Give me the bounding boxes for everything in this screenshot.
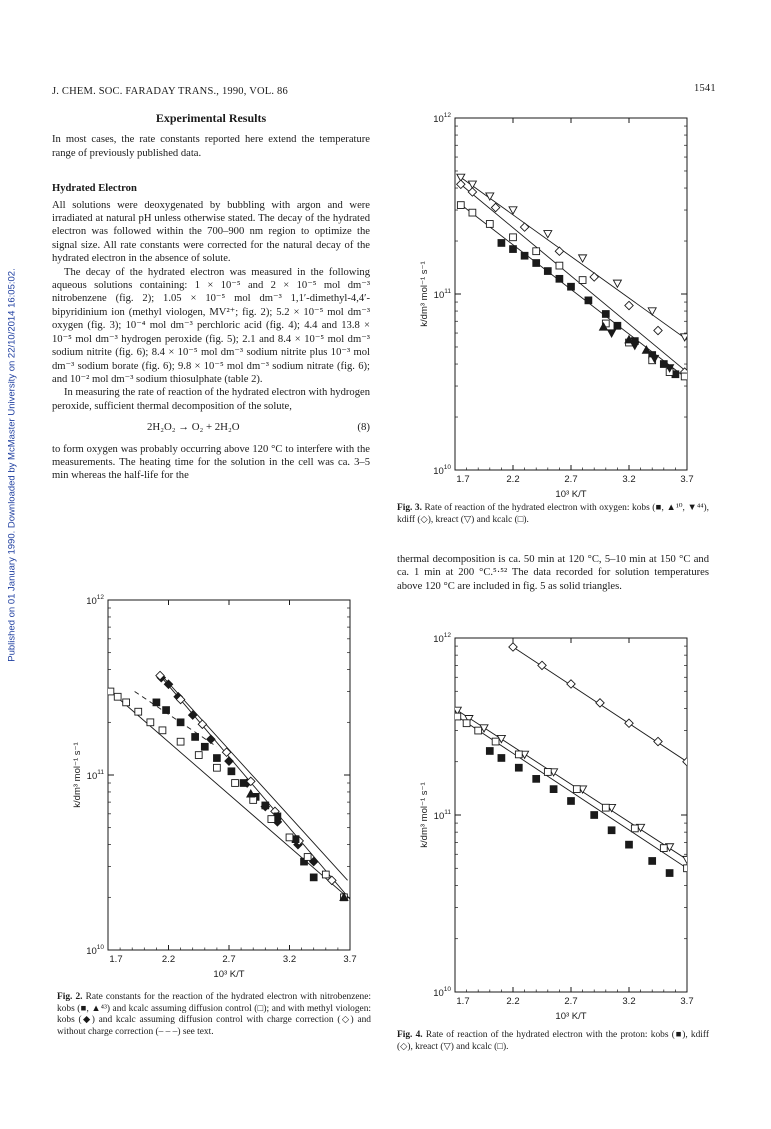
paragraph-4: to form oxygen was probably occurring above 120 °C to interfere with the measurements. The heating time for the solution in the cell was ca. 3–5 min whereas the half-life for the [52,443,370,482]
fig4-y-axis-label: k/dm³ mol⁻¹ s⁻¹ [419,782,430,848]
fig3-point-square-filled [585,297,592,304]
fig4-point-square-filled [568,798,575,805]
fig3-point-triangle-down-open [613,280,621,287]
fig2-x-tick-label: 3.2 [282,954,297,965]
fig3-point-square-filled [614,322,621,329]
paragraph-3: In measuring the rate of reaction of the hydrated electron with hydrogen peroxide, sufficient thermal decomposition of the solute, [52,387,370,412]
page-number: 1541 [694,83,716,94]
fig3-point-triangle-down-open [648,308,656,315]
paragraph-2: The decay of the hydrated electron was measured in the following aqueous solutions containing: 1 × 10⁻⁵ and 2 × 10⁻⁵ mol dm⁻³ nitrobenzene (fig. 2); 1.05 × 10⁻⁵ mol dm⁻³ 1,1′-dimethyl-4,4′-bipyridinium ion (methyl viologen, MV²⁺; fig. 2); 5.2 × 10⁻⁵ mol dm⁻³ oxygen (fig. 3); 10⁻⁴ mol dm⁻³ perchloric acid (fig. 4); 4.4 and 13.8 × 10⁻⁵ mol dm⁻³ hydrogen peroxide (fig. 5); 2.1 and 8.4 × 10⁻⁵ mol dm⁻³ sodium nitrite (fig. 6); 8.4 × 10⁻⁵ mol dm⁻³ sodium nitrite plus 10⁻³ mol dm⁻³ sodium borate (fig. 6); 9.8 × 10⁻⁵ mol dm⁻³ sodium nitrate (fig. 6); and 10⁻² mol dm⁻³ sodium thiosulphate (table 2). [52,266,370,385]
fig2-point-square-open [286,834,293,841]
fig2-fit-line-solid [160,676,350,900]
fig4-x-tick-label: 2.7 [564,996,578,1007]
fig3-point-square-open [533,248,540,255]
fig2-x-axis-label: 10³ K/T [213,969,245,980]
fig4-point-diamond-open [625,719,633,727]
fig4-point-diamond-open [683,758,691,766]
fig3-x-tick-label: 2.2 [506,474,520,485]
fig3-point-diamond-open [625,301,633,309]
fig3-fit-line-solid [458,176,687,340]
fig4-point-square-filled [608,827,615,834]
fig4-point-square-filled [515,764,522,771]
fig4-y-tick-exponent: 11 [444,809,451,816]
fig4-point-square-open [475,727,482,734]
fig2-point-square-open [147,719,154,726]
fig4-y-tick-label: $10^{10}$ [433,986,451,999]
fig4-point-square-open [684,865,691,872]
fig2-point-square-open [135,708,142,715]
fig2-y-tick-label: $10^{12}$ [86,594,104,607]
download-watermark-text: Published on 01 January 1990. Downloaded by McMaster University on 22/10/2014 16:05:02. [6,268,18,662]
fig4-point-square-open [631,825,638,832]
fig4-point-diamond-open [509,643,517,651]
figure-3-caption-text: Rate of reaction of the hydrated electron with oxygen: kobs (■, ▲¹⁰, ▼⁴⁴), kdiff (◇), kreact (▽) and kcalc (□). [397,503,709,525]
fig2-point-square-filled [262,802,269,809]
fig2-point-diamond-filled [164,680,172,688]
fig2-point-square-open [123,699,130,706]
fig3-point-square-filled [521,252,528,259]
fig2-point-square-open [214,764,221,771]
fig2-x-tick-label: 1.7 [109,954,123,965]
fig2-y-tick-exponent: 10 [96,944,104,951]
fig3-y-tick-label: $10^{12}$ [433,112,451,125]
fig3-x-axis-label: 10³ K/T [555,489,587,500]
download-watermark [4,230,20,700]
fig2-point-diamond-filled [225,757,233,765]
fig4-y-tick-exponent: 12 [443,632,451,639]
fig2-point-square-open [232,780,239,787]
fig2-point-square-filled [310,874,317,881]
fig4-point-square-filled [626,841,633,848]
fig2-y-tick-label: $10^{10}$ [86,944,104,957]
fig3-y-axis-label: k/dm³ mol⁻¹ s⁻¹ [419,261,430,327]
fig4-x-tick-label: 3.7 [680,996,694,1007]
fig2-point-square-filled [192,734,199,741]
fig2-point-square-open [268,816,275,823]
fig3-point-triangle-down-open [579,255,587,262]
running-header: J. CHEM. SOC. FARADAY TRANS., 1990, VOL. 86 [52,86,288,97]
fig3-y-tick-exponent: 10 [443,464,451,471]
fig3-point-diamond-open [520,223,528,231]
fig2-fit-line-solid [164,678,348,881]
fig2-point-square-filled [228,768,235,775]
fig3-point-triangle-down-filled [608,330,616,337]
fig4-point-square-filled [533,775,540,782]
fig2-point-square-filled [177,719,184,726]
fig4-point-square-open [573,786,580,793]
fig3-point-square-filled [568,283,575,290]
fig3-fit-line-solid [458,183,687,373]
fig2-x-tick-label: 2.2 [161,954,176,965]
fig3-point-square-open [457,202,464,209]
fig4-point-square-filled [591,812,598,819]
fig2-y-tick-exponent: 12 [96,594,104,601]
fig3-y-tick-exponent: 12 [443,112,451,119]
figure-2-caption-label: Fig. 2. [57,992,83,1002]
intro-paragraph: In most cases, the rate constants reported here extend the temperature range of previously published data. [52,134,370,159]
fig4-y-tick-label: $10^{12}$ [433,632,451,645]
fig4-point-square-open [660,845,667,852]
figure-4-caption [397,1030,709,1053]
equation-number: (8) [357,421,370,434]
fig2-point-diamond-open [222,748,230,756]
fig3-point-square-filled [544,268,551,275]
fig3-plot-frame [455,118,687,470]
fig4-point-square-open [463,720,470,727]
fig3-y-tick-label: $10^{11}$ [433,288,451,301]
fig2-point-diamond-filled [207,735,215,743]
fig4-x-tick-label: 1.7 [456,996,470,1007]
fig3-x-tick-label: 2.7 [564,474,578,485]
fig3-y-tick-label: $10^{10}$ [433,464,451,477]
equation-text: 2H₂O₂ → O₂ + 2H₂O [147,421,240,434]
fig2-point-square-open [304,854,311,861]
left-column [52,112,370,483]
fig3-point-square-filled [498,240,505,247]
fig2-point-square-filled [240,780,247,787]
fig4-point-square-filled [649,858,656,865]
figure-4-caption-text: Rate of reaction of the hydrated electron with the proton: kobs (■), kdiff (◇), kreact (▽) and kcalc (□). [397,1030,709,1052]
fig4-y-tick-exponent: 10 [443,986,451,993]
fig4-x-tick-label: 2.2 [506,996,520,1007]
fig4-point-square-open [515,751,522,758]
fig3-point-diamond-open [468,188,476,196]
fig4-y-tick-label: $10^{11}$ [433,809,451,822]
fig4-plot-frame [455,638,687,992]
figure-4-chart [397,624,713,1024]
fig2-point-square-filled [214,755,221,762]
fig3-point-diamond-open [590,273,598,281]
subheading-hydrated-electron: Hydrated Electron [52,183,137,195]
figure-3-chart [397,108,713,500]
fig2-y-tick-exponent: 11 [97,769,104,776]
fig3-point-square-open [486,221,493,228]
fig2-point-square-open [159,727,166,734]
fig3-data-group [457,174,689,380]
fig3-point-diamond-open [555,247,563,255]
fig2-point-square-filled [163,707,170,714]
figure-2-chart [52,590,374,980]
fig2-x-tick-label: 2.7 [222,954,236,965]
fig3-x-tick-label: 3.7 [680,474,694,485]
fig4-x-axis-label: 10³ K/T [555,1011,587,1022]
fig3-point-square-open [469,209,476,216]
fig4-x-tick-label: 3.2 [622,996,636,1007]
section-title: Experimental Results [155,111,267,125]
fig2-y-tick-label: $10^{11}$ [86,769,104,782]
fig4-point-square-filled [666,870,673,877]
figure-2-caption [57,992,371,1038]
fig4-point-square-filled [550,786,557,793]
paragraph-1: All solutions were deoxygenated by bubbling with argon and were irradiated at natural pH unless otherwise stated. The decay of the hydrated electron was followed within the 700–900 nm region to optimize the signal size. All rate constants were corrected for the natural decay of the hydrated electron in the absence of solute. [52,199,370,265]
fig3-point-square-open [556,262,563,269]
fig4-data-group [453,643,691,877]
fig2-point-square-open [322,871,329,878]
fig3-point-square-filled [556,275,563,282]
figure-4-caption-label: Fig. 4. [397,1030,423,1040]
fig2-x-tick-label: 3.7 [343,954,357,965]
fig4-point-square-open [544,769,551,776]
fig4-point-square-filled [486,748,493,755]
fig4-fit-line-solid [457,710,687,859]
fig3-x-tick-label: 3.2 [622,474,636,485]
fig2-y-axis-label: k/dm³ mol⁻¹ s⁻¹ [72,742,83,808]
fig3-point-square-filled [533,260,540,267]
fig2-point-square-filled [153,699,160,706]
fig4-point-square-open [492,738,499,745]
fig2-data-group [107,671,350,900]
fig2-point-square-filled [201,743,208,750]
fig2-point-square-open [114,693,121,700]
figure-3-caption [397,503,709,526]
fig3-point-square-open [510,234,517,241]
fig3-y-tick-exponent: 11 [444,288,451,295]
figure-2-caption-text: Rate constants for the reaction of the hydrated electron with nitrobenzene: kobs (■, ▲⁴³) and kcalc assuming diffusion control (□); and with methyl viologen: kobs (◆) and kcalc assuming diffusion control with charge correction (◇) and without charge correction (– – –) see text. [57,992,371,1037]
fig3-x-tick-label: 1.7 [456,474,470,485]
right-column [397,553,709,593]
fig3-point-triangle-down-open [544,231,552,238]
paragraph-5: thermal decomposition is ca. 50 min at 120 °C, 5–10 min at 150 °C and ca. 1 min at 200 °C.⁵·⁵² The data recorded for solution temperatures above 120 °C are included in fig. 5 as solid triangles. [397,554,709,592]
fig2-point-square-open [250,797,257,804]
fig3-point-square-filled [510,246,517,253]
figure-3-caption-label: Fig. 3. [397,503,422,513]
equation-8 [52,421,370,434]
fig4-point-square-open [602,804,609,811]
fig3-point-square-open [579,277,586,284]
fig4-point-triangle-down-open [683,856,691,863]
fig3-point-square-filled [602,311,609,318]
fig2-point-square-open [195,752,202,759]
fig2-fit-line-solid [110,692,347,898]
fig2-point-square-open [107,688,114,695]
fig2-point-square-open [177,738,184,745]
fig3-point-diamond-open [654,326,662,334]
fig4-point-square-filled [498,755,505,762]
